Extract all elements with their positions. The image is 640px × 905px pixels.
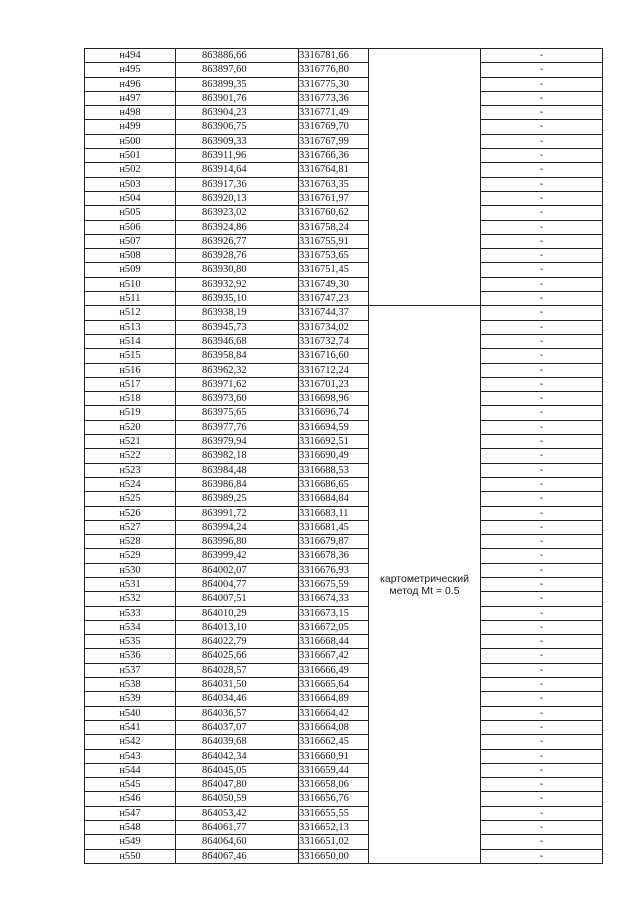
point-name-cell: н539: [85, 692, 176, 706]
y-coordinate-cell: 3316767,99: [299, 134, 369, 148]
x-coordinate-cell: 863926,77: [176, 234, 299, 248]
table-row: [85, 749, 603, 763]
y-coordinate-cell: 3316652,13: [299, 821, 369, 835]
coordinates-table-body: [85, 49, 603, 864]
table-row: [85, 206, 603, 220]
note-cell: -: [481, 635, 603, 649]
x-coordinate-cell: 863935,10: [176, 292, 299, 306]
table-row: [85, 849, 603, 863]
x-coordinate-cell: 864028,57: [176, 663, 299, 677]
table-row: [85, 620, 603, 634]
point-name-cell: н522: [85, 449, 176, 463]
table-row: [85, 835, 603, 849]
note-cell: -: [481, 435, 603, 449]
y-coordinate-cell: 3316766,36: [299, 149, 369, 163]
table-row: [85, 663, 603, 677]
table-row: [85, 163, 603, 177]
point-name-cell: н529: [85, 549, 176, 563]
x-coordinate-cell: 863996,80: [176, 535, 299, 549]
point-name-cell: н517: [85, 377, 176, 391]
y-coordinate-cell: 3316667,42: [299, 649, 369, 663]
x-coordinate-cell: 863979,94: [176, 435, 299, 449]
x-coordinate-cell: 863917,36: [176, 177, 299, 191]
y-coordinate-cell: 3316683,11: [299, 506, 369, 520]
x-coordinate-cell: 863986,84: [176, 477, 299, 491]
table-row: [85, 506, 603, 520]
x-coordinate-cell: 863904,23: [176, 106, 299, 120]
point-name-cell: н516: [85, 363, 176, 377]
x-coordinate-cell: 863901,76: [176, 91, 299, 105]
table-row: [85, 91, 603, 105]
note-cell: -: [481, 377, 603, 391]
x-coordinate-cell: 863897,60: [176, 63, 299, 77]
y-coordinate-cell: 3316664,42: [299, 706, 369, 720]
point-name-cell: н542: [85, 735, 176, 749]
point-name-cell: н501: [85, 149, 176, 163]
y-coordinate-cell: 3316775,30: [299, 77, 369, 91]
note-cell: -: [481, 392, 603, 406]
y-coordinate-cell: 3316658,06: [299, 778, 369, 792]
y-coordinate-cell: 3316660,91: [299, 749, 369, 763]
point-name-cell: н502: [85, 163, 176, 177]
x-coordinate-cell: 864004,77: [176, 577, 299, 591]
table-row: [85, 263, 603, 277]
x-coordinate-cell: 863930,80: [176, 263, 299, 277]
point-name-cell: н526: [85, 506, 176, 520]
x-coordinate-cell: 863946,68: [176, 334, 299, 348]
y-coordinate-cell: 3316751,45: [299, 263, 369, 277]
note-cell: -: [481, 592, 603, 606]
table-row: [85, 821, 603, 835]
table-row: [85, 420, 603, 434]
note-cell: -: [481, 477, 603, 491]
point-name-cell: н499: [85, 120, 176, 134]
x-coordinate-cell: 864047,80: [176, 778, 299, 792]
table-row: [85, 49, 603, 63]
point-name-cell: н506: [85, 220, 176, 234]
table-row: [85, 649, 603, 663]
note-cell: -: [481, 778, 603, 792]
table-row: [85, 349, 603, 363]
note-cell: -: [481, 234, 603, 248]
table-row: [85, 477, 603, 491]
y-coordinate-cell: 3316659,44: [299, 763, 369, 777]
point-name-cell: н532: [85, 592, 176, 606]
note-cell: -: [481, 77, 603, 91]
point-name-cell: н524: [85, 477, 176, 491]
x-coordinate-cell: 864025,66: [176, 649, 299, 663]
note-cell: -: [481, 720, 603, 734]
y-coordinate-cell: 3316655,55: [299, 806, 369, 820]
note-cell: -: [481, 463, 603, 477]
table-row: [85, 735, 603, 749]
table-row: [85, 220, 603, 234]
table-row: [85, 806, 603, 820]
table-row: [85, 792, 603, 806]
x-coordinate-cell: 864064,60: [176, 835, 299, 849]
note-cell: -: [481, 263, 603, 277]
note-cell: -: [481, 535, 603, 549]
table-row: [85, 306, 603, 320]
point-name-cell: н494: [85, 49, 176, 63]
y-coordinate-cell: 3316773,36: [299, 91, 369, 105]
note-cell: -: [481, 549, 603, 563]
y-coordinate-cell: 3316744,37: [299, 306, 369, 320]
point-name-cell: н500: [85, 134, 176, 148]
note-cell: -: [481, 363, 603, 377]
note-cell: -: [481, 349, 603, 363]
table-row: [85, 63, 603, 77]
note-cell: -: [481, 692, 603, 706]
note-cell: -: [481, 749, 603, 763]
y-coordinate-cell: 3316781,66: [299, 49, 369, 63]
point-name-cell: н533: [85, 606, 176, 620]
point-name-cell: н505: [85, 206, 176, 220]
y-coordinate-cell: 3316681,45: [299, 520, 369, 534]
x-coordinate-cell: 863911,96: [176, 149, 299, 163]
point-name-cell: н507: [85, 234, 176, 248]
x-coordinate-cell: 863958,84: [176, 349, 299, 363]
point-name-cell: н495: [85, 63, 176, 77]
method-line-2: метод Mt = 0.5: [389, 584, 460, 597]
note-cell: -: [481, 735, 603, 749]
x-coordinate-cell: 864007,51: [176, 592, 299, 606]
point-name-cell: н504: [85, 191, 176, 205]
x-coordinate-cell: 863994,24: [176, 520, 299, 534]
point-name-cell: н503: [85, 177, 176, 191]
note-cell: -: [481, 763, 603, 777]
y-coordinate-cell: 3316692,51: [299, 435, 369, 449]
x-coordinate-cell: 863945,73: [176, 320, 299, 334]
note-cell: -: [481, 49, 603, 63]
note-cell: -: [481, 506, 603, 520]
x-coordinate-cell: 864042,34: [176, 749, 299, 763]
point-name-cell: н550: [85, 849, 176, 863]
note-cell: -: [481, 220, 603, 234]
y-coordinate-cell: 3316758,24: [299, 220, 369, 234]
point-name-cell: н549: [85, 835, 176, 849]
table-row: [85, 363, 603, 377]
point-name-cell: н519: [85, 406, 176, 420]
note-cell: -: [481, 120, 603, 134]
table-row: [85, 706, 603, 720]
point-name-cell: н511: [85, 292, 176, 306]
x-coordinate-cell: 863938,19: [176, 306, 299, 320]
table-row: [85, 763, 603, 777]
y-coordinate-cell: 3316761,97: [299, 191, 369, 205]
y-coordinate-cell: 3316753,65: [299, 249, 369, 263]
x-coordinate-cell: 863999,42: [176, 549, 299, 563]
x-coordinate-cell: 864002,07: [176, 563, 299, 577]
y-coordinate-cell: 3316650,00: [299, 849, 369, 863]
note-cell: -: [481, 792, 603, 806]
table-row: [85, 535, 603, 549]
point-name-cell: н545: [85, 778, 176, 792]
x-coordinate-cell: 863928,76: [176, 249, 299, 263]
point-name-cell: н496: [85, 77, 176, 91]
x-coordinate-cell: 863973,60: [176, 392, 299, 406]
note-cell: -: [481, 577, 603, 591]
note-cell: -: [481, 63, 603, 77]
point-name-cell: н531: [85, 577, 176, 591]
table-row: [85, 692, 603, 706]
x-coordinate-cell: 863909,33: [176, 134, 299, 148]
y-coordinate-cell: 3316664,08: [299, 720, 369, 734]
y-coordinate-cell: 3316678,36: [299, 549, 369, 563]
point-name-cell: н521: [85, 435, 176, 449]
note-cell: -: [481, 320, 603, 334]
coordinates-table: [84, 48, 603, 864]
note-cell: -: [481, 334, 603, 348]
y-coordinate-cell: 3316716,60: [299, 349, 369, 363]
point-name-cell: н497: [85, 91, 176, 105]
x-coordinate-cell: 864039,68: [176, 735, 299, 749]
point-name-cell: н510: [85, 277, 176, 291]
x-coordinate-cell: 863924,86: [176, 220, 299, 234]
y-coordinate-cell: 3316662,45: [299, 735, 369, 749]
y-coordinate-cell: 3316732,74: [299, 334, 369, 348]
y-coordinate-cell: 3316749,30: [299, 277, 369, 291]
y-coordinate-cell: 3316769,70: [299, 120, 369, 134]
table-row: [85, 549, 603, 563]
table-row: [85, 577, 603, 591]
x-coordinate-cell: 863991,72: [176, 506, 299, 520]
table-row: [85, 177, 603, 191]
table-row: [85, 392, 603, 406]
table-row: [85, 106, 603, 120]
y-coordinate-cell: 3316701,23: [299, 377, 369, 391]
table-row: [85, 292, 603, 306]
x-coordinate-cell: 863914,64: [176, 163, 299, 177]
point-name-cell: н548: [85, 821, 176, 835]
point-name-cell: н525: [85, 492, 176, 506]
x-coordinate-cell: 863899,35: [176, 77, 299, 91]
point-name-cell: н535: [85, 635, 176, 649]
x-coordinate-cell: 863984,48: [176, 463, 299, 477]
table-row: [85, 520, 603, 534]
table-row: [85, 435, 603, 449]
point-name-cell: н530: [85, 563, 176, 577]
y-coordinate-cell: 3316651,02: [299, 835, 369, 849]
point-name-cell: н518: [85, 392, 176, 406]
table-row: [85, 406, 603, 420]
note-cell: -: [481, 520, 603, 534]
x-coordinate-cell: 864010,29: [176, 606, 299, 620]
note-cell: -: [481, 106, 603, 120]
method-line-1: картометрический: [380, 572, 469, 585]
x-coordinate-cell: 864045,05: [176, 763, 299, 777]
point-name-cell: н523: [85, 463, 176, 477]
table-row: [85, 120, 603, 134]
note-cell: -: [481, 191, 603, 205]
y-coordinate-cell: 3316764,81: [299, 163, 369, 177]
point-name-cell: н537: [85, 663, 176, 677]
y-coordinate-cell: 3316679,87: [299, 535, 369, 549]
table-row: [85, 134, 603, 148]
note-cell: -: [481, 678, 603, 692]
table-row: [85, 678, 603, 692]
x-coordinate-cell: 864061,77: [176, 821, 299, 835]
note-cell: -: [481, 420, 603, 434]
x-coordinate-cell: 863977,76: [176, 420, 299, 434]
point-name-cell: н534: [85, 620, 176, 634]
y-coordinate-cell: 3316712,24: [299, 363, 369, 377]
note-cell: -: [481, 806, 603, 820]
x-coordinate-cell: 863932,92: [176, 277, 299, 291]
table-row: [85, 720, 603, 734]
table-row: [85, 334, 603, 348]
note-cell: -: [481, 134, 603, 148]
x-coordinate-cell: 863923,02: [176, 206, 299, 220]
table-row: [85, 77, 603, 91]
point-name-cell: н514: [85, 334, 176, 348]
y-coordinate-cell: 3316684,84: [299, 492, 369, 506]
point-name-cell: н546: [85, 792, 176, 806]
point-name-cell: н536: [85, 649, 176, 663]
point-name-cell: н515: [85, 349, 176, 363]
note-cell: -: [481, 149, 603, 163]
method-cell: [369, 306, 481, 864]
note-cell: -: [481, 563, 603, 577]
y-coordinate-cell: 3316776,80: [299, 63, 369, 77]
table-row: [85, 149, 603, 163]
note-cell: -: [481, 91, 603, 105]
point-name-cell: н527: [85, 520, 176, 534]
point-name-cell: н541: [85, 720, 176, 734]
y-coordinate-cell: 3316755,91: [299, 234, 369, 248]
note-cell: -: [481, 606, 603, 620]
point-name-cell: н512: [85, 306, 176, 320]
x-coordinate-cell: 864053,42: [176, 806, 299, 820]
note-cell: -: [481, 249, 603, 263]
y-coordinate-cell: 3316694,59: [299, 420, 369, 434]
note-cell: -: [481, 206, 603, 220]
table-row: [85, 277, 603, 291]
note-cell: -: [481, 277, 603, 291]
note-cell: -: [481, 177, 603, 191]
table-row: [85, 377, 603, 391]
x-coordinate-cell: 864031,50: [176, 678, 299, 692]
x-coordinate-cell: 863920,13: [176, 191, 299, 205]
note-cell: -: [481, 292, 603, 306]
y-coordinate-cell: 3316688,53: [299, 463, 369, 477]
table-row: [85, 635, 603, 649]
x-coordinate-cell: 863886,66: [176, 49, 299, 63]
method-cell-empty: [369, 49, 481, 306]
y-coordinate-cell: 3316673,15: [299, 606, 369, 620]
x-coordinate-cell: 863989,25: [176, 492, 299, 506]
table-row: [85, 606, 603, 620]
x-coordinate-cell: 864050,59: [176, 792, 299, 806]
y-coordinate-cell: 3316665,64: [299, 678, 369, 692]
y-coordinate-cell: 3316664,89: [299, 692, 369, 706]
note-cell: -: [481, 663, 603, 677]
table-row: [85, 234, 603, 248]
point-name-cell: н498: [85, 106, 176, 120]
x-coordinate-cell: 864034,46: [176, 692, 299, 706]
point-name-cell: н509: [85, 263, 176, 277]
y-coordinate-cell: 3316690,49: [299, 449, 369, 463]
x-coordinate-cell: 864022,79: [176, 635, 299, 649]
table-row: [85, 463, 603, 477]
y-coordinate-cell: 3316771,49: [299, 106, 369, 120]
x-coordinate-cell: 863982,18: [176, 449, 299, 463]
y-coordinate-cell: 3316686,65: [299, 477, 369, 491]
table-row: [85, 191, 603, 205]
point-name-cell: н540: [85, 706, 176, 720]
point-name-cell: н543: [85, 749, 176, 763]
y-coordinate-cell: 3316674,33: [299, 592, 369, 606]
y-coordinate-cell: 3316666,49: [299, 663, 369, 677]
y-coordinate-cell: 3316676,93: [299, 563, 369, 577]
x-coordinate-cell: 863971,62: [176, 377, 299, 391]
point-name-cell: н547: [85, 806, 176, 820]
table-row: [85, 492, 603, 506]
note-cell: -: [481, 706, 603, 720]
note-cell: -: [481, 449, 603, 463]
y-coordinate-cell: 3316656,76: [299, 792, 369, 806]
x-coordinate-cell: 864013,10: [176, 620, 299, 634]
note-cell: -: [481, 163, 603, 177]
note-cell: -: [481, 835, 603, 849]
y-coordinate-cell: 3316696,74: [299, 406, 369, 420]
table-row: [85, 563, 603, 577]
y-coordinate-cell: 3316734,02: [299, 320, 369, 334]
x-coordinate-cell: 864037,07: [176, 720, 299, 734]
x-coordinate-cell: 864036,57: [176, 706, 299, 720]
note-cell: -: [481, 620, 603, 634]
point-name-cell: н528: [85, 535, 176, 549]
point-name-cell: н538: [85, 678, 176, 692]
x-coordinate-cell: 863962,32: [176, 363, 299, 377]
note-cell: -: [481, 821, 603, 835]
point-name-cell: н520: [85, 420, 176, 434]
point-name-cell: н544: [85, 763, 176, 777]
note-cell: -: [481, 849, 603, 863]
x-coordinate-cell: 863975,65: [176, 406, 299, 420]
y-coordinate-cell: 3316698,96: [299, 392, 369, 406]
y-coordinate-cell: 3316675,59: [299, 577, 369, 591]
table-row: [85, 778, 603, 792]
x-coordinate-cell: 863906,75: [176, 120, 299, 134]
point-name-cell: н513: [85, 320, 176, 334]
note-cell: -: [481, 406, 603, 420]
table-row: [85, 449, 603, 463]
x-coordinate-cell: 864067,46: [176, 849, 299, 863]
y-coordinate-cell: 3316763,35: [299, 177, 369, 191]
note-cell: -: [481, 492, 603, 506]
note-cell: -: [481, 649, 603, 663]
point-name-cell: н508: [85, 249, 176, 263]
y-coordinate-cell: 3316672,05: [299, 620, 369, 634]
y-coordinate-cell: 3316747,23: [299, 292, 369, 306]
table-row: [85, 320, 603, 334]
table-row: [85, 249, 603, 263]
note-cell: -: [481, 306, 603, 320]
y-coordinate-cell: 3316668,44: [299, 635, 369, 649]
y-coordinate-cell: 3316760,62: [299, 206, 369, 220]
table-row: [85, 592, 603, 606]
